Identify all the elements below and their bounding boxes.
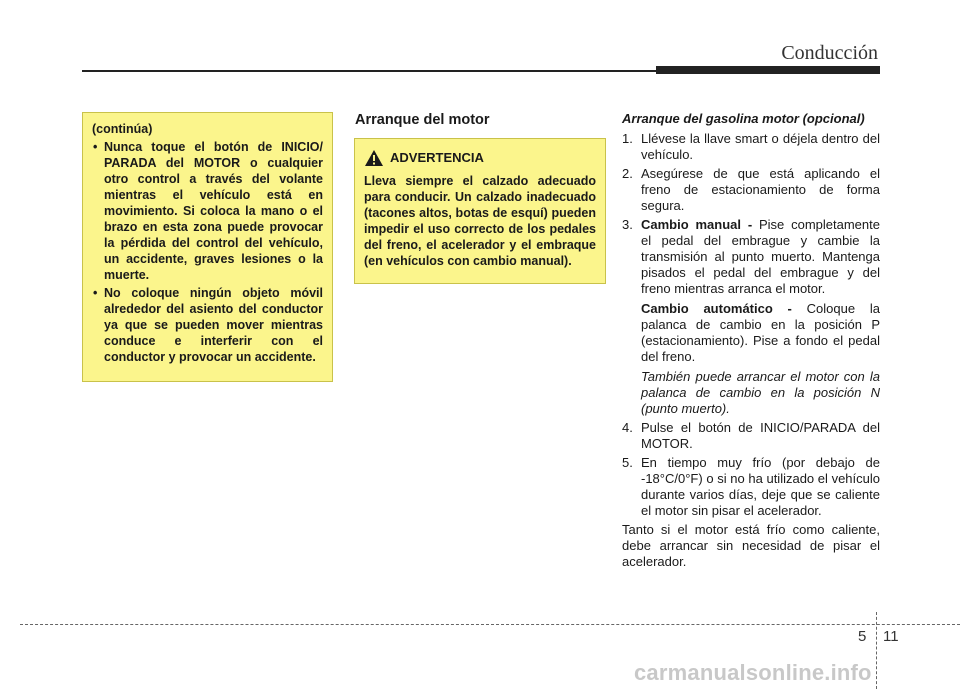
procedure-step bbox=[622, 166, 880, 214]
step-text: En tiempo muy frío (por debajo de -18°C/0°F) o si no ha utilizado el vehículo durante varios días, deje que se caliente el motor sin pisar el acelerador. bbox=[641, 455, 880, 518]
header-rule bbox=[82, 70, 658, 72]
neutral-note: También puede arrancar el motor con la palanca de cambio en la posición N (punto muerto). bbox=[641, 369, 880, 416]
caution-item: • No coloque ningún objeto móvil alrededor del asiento del conductor ya que se pueden mover mientras conduce e interferir con el conductor y provocar un accidente. bbox=[92, 285, 323, 365]
manual-text: Pise completamente el pedal del embrague y cambie la transmisión al punto muerto. Mantenga pisados el pedal del embrague y del freno mientras arranca el motor. bbox=[641, 217, 880, 296]
caution-item: • Nunca toque el botón de INICIO/ PARADA del MOTOR o cualquier otro control a través del volante mientras el vehículo está en movimiento. Si coloca la mano o el brazo en esta zona puede provocar la pérdida del control del vehículo, un accidente, graves lesiones o la muerte. bbox=[92, 139, 323, 283]
closing-paragraph: Tanto si el motor está frío como caliente, debe arrancar sin necesidad de pisar el acelerador. bbox=[622, 522, 880, 569]
page-number: 11 bbox=[883, 628, 899, 645]
step-number: 2. bbox=[622, 166, 633, 181]
manual-transmission-paragraph bbox=[641, 217, 880, 297]
continued-caution-box bbox=[82, 112, 333, 382]
manual-label: Cambio manual - bbox=[641, 217, 753, 232]
procedure-step bbox=[622, 455, 880, 519]
automatic-transmission-paragraph bbox=[641, 301, 880, 365]
step-number: 3. bbox=[622, 217, 633, 232]
warning-text: Lleva siempre el calzado adecuado para conducir. Un calzado inadecuado (tacones altos, botas de esquí) pueden impedir el uso correcto de los pedales del freno, el acelerador y el embraque (en vehículos con cambio manual). bbox=[364, 174, 596, 268]
warning-box bbox=[354, 138, 606, 284]
automatic-text: Coloque la palanca de cambio en la posición P (estacionamiento). Pise a fondo el pedal del freno. bbox=[641, 301, 880, 364]
step-number: 5. bbox=[622, 455, 633, 470]
step-text: Llévese la llave smart o déjela dentro del vehículo. bbox=[641, 131, 880, 162]
section-title: Arranque del motor bbox=[355, 112, 490, 128]
caution-list bbox=[92, 139, 323, 365]
step-text: Pulse el botón de INICIO/PARADA del MOTOR. bbox=[641, 420, 880, 451]
procedure-step bbox=[622, 217, 880, 417]
procedure-steps bbox=[622, 131, 880, 519]
automatic-label: Cambio automático - bbox=[641, 301, 792, 316]
header-accent-bar bbox=[656, 66, 880, 74]
continued-heading: (continúa) bbox=[92, 122, 153, 136]
warning-heading: ADVERTENCIA bbox=[390, 150, 484, 165]
procedure-step bbox=[622, 131, 880, 163]
footer-rule bbox=[20, 624, 960, 625]
step-text: Asegúrese de que está aplicando el freno de estacionamiento de forma segura. bbox=[641, 166, 880, 213]
header-title: Conducción bbox=[781, 42, 878, 64]
procedure-column bbox=[622, 111, 880, 570]
procedure-step bbox=[622, 420, 880, 452]
step-number: 4. bbox=[622, 420, 633, 435]
procedure-subtitle: Arranque del gasolina motor (opcional) bbox=[622, 111, 865, 126]
warning-header bbox=[364, 149, 596, 167]
watermark: carmanualsonline.info bbox=[634, 660, 872, 685]
footer-divider bbox=[876, 612, 877, 689]
chapter-number: 5 bbox=[858, 628, 867, 645]
warning-triangle-icon bbox=[364, 149, 384, 167]
step-number: 1. bbox=[622, 131, 633, 146]
